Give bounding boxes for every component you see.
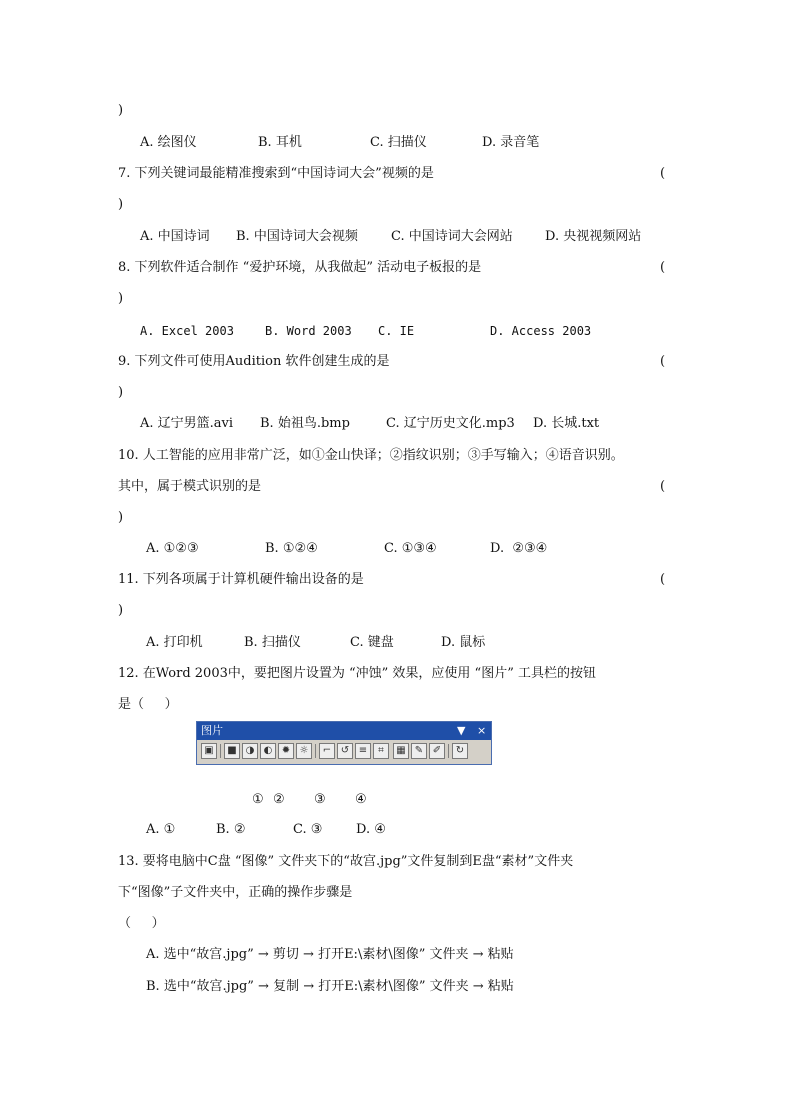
q9-option-c: C. 辽宁历史文化.mp3 <box>386 416 515 431</box>
q10-option-d: D. ②③④ <box>490 541 548 556</box>
q10-stem-line1: 10. 人工智能的应用非常广泛，如①金山快译；②指纹识别；③手写输入；④语音识别。 <box>118 448 624 463</box>
toolbar-separator <box>220 744 221 758</box>
q8-open-paren: ( <box>660 260 666 275</box>
picture-toolbar-image <box>196 721 492 765</box>
q13-stem-line2: 下“图像”子文件夹中，正确的操作步骤是 <box>118 885 353 900</box>
q8-option-b: B. Word 2003 <box>265 324 352 338</box>
q9-option-b: B. 始祖鸟.bmp <box>260 416 350 431</box>
line-style-icon: ≡ <box>355 743 371 759</box>
q7-option-c: C. 中国诗词大会网站 <box>391 229 513 244</box>
insert-picture-icon: ▣ <box>201 743 217 759</box>
q7-open-paren: ( <box>660 166 666 181</box>
q11-option-b: B. 扫描仪 <box>244 635 301 650</box>
q7-option-a: A. 中国诗词 <box>140 229 210 244</box>
q11-close-paren: ) <box>118 603 124 618</box>
rotate-icon: ↺ <box>337 743 353 759</box>
q12-option-d: D. ④ <box>356 822 386 837</box>
crop-icon: ⌐ <box>319 743 335 759</box>
q10-close-paren: ) <box>118 510 124 525</box>
q9-option-d: D. 长城.txt <box>533 416 600 431</box>
toolbar-title: 图片 <box>201 724 223 737</box>
toolbar-separator <box>448 744 449 758</box>
q10-option-a: A. ①②③ <box>146 541 199 556</box>
q7-option-b: B. 中国诗词大会视频 <box>236 229 358 244</box>
q12-stem-line1: 12. 在Word 2003中，要把图片设置为 “冲蚀” 效果，应使用 “图片” 工具栏的按钮 <box>118 666 596 681</box>
color-icon: ■ <box>224 743 240 759</box>
q9-close-paren: ) <box>118 385 124 400</box>
q12-option-c: C. ③ <box>293 822 323 837</box>
q13-answer-paren: （ ） <box>118 916 165 931</box>
q6-option-d: D. 录音笔 <box>482 135 540 150</box>
more-contrast-icon: ◑ <box>242 743 258 759</box>
less-contrast-icon: ◐ <box>260 743 276 759</box>
q9-stem: 9. 下列文件可使用Audition 软件创建生成的是 <box>118 354 390 369</box>
q11-option-a: A. 打印机 <box>146 635 203 650</box>
q7-stem: 7. 下列关键词最能精准搜索到“中国诗词大会”视频的是 <box>118 166 434 181</box>
q11-option-d: D. 鼠标 <box>441 635 486 650</box>
q6-option-b: B. 耳机 <box>258 135 302 150</box>
q6-option-c: C. 扫描仪 <box>370 135 427 150</box>
q9-open-paren: ( <box>660 354 666 369</box>
more-brightness-icon: ✹ <box>278 743 294 759</box>
q12-stem-line2: 是（ ） <box>118 697 178 712</box>
toolbar-options-icon: ▼ <box>457 724 466 737</box>
q12-option-a: A. ① <box>146 822 176 837</box>
format-picture-icon: ✎ <box>411 743 427 759</box>
q8-option-d: D. Access 2003 <box>490 324 592 338</box>
q8-stem: 8. 下列软件适合制作 “爱护环境，从我做起” 活动电子板报的是 <box>118 260 482 275</box>
q10-option-b: B. ①②④ <box>265 541 318 556</box>
reset-picture-icon: ↻ <box>452 743 468 759</box>
set-transparent-color-icon: ✐ <box>429 743 445 759</box>
q11-option-c: C. 键盘 <box>350 635 394 650</box>
q7-option-d: D. 央视视频网站 <box>545 229 642 244</box>
q7-close-paren: ) <box>118 197 124 212</box>
q12-label-2: ② <box>273 792 285 807</box>
q6-option-a: A. 绘图仪 <box>140 135 197 150</box>
q12-option-b: B. ② <box>216 822 246 837</box>
q13-stem-line1: 13. 要将电脑中C盘 “图像” 文件夹下的“故宫.jpg”文件复制到E盘“素材”文件夹 <box>118 854 574 869</box>
q12-label-1: ① <box>252 792 264 807</box>
toolbar-separator <box>315 744 316 758</box>
compress-icon: ⌗ <box>373 743 389 759</box>
toolbar-titlebar <box>197 722 491 740</box>
q12-label-3: ③ <box>314 792 326 807</box>
q13-option-a: A. 选中“故宫.jpg” → 剪切 → 打开E:\素材\图像” 文件夹 → 粘贴 <box>146 947 514 962</box>
q9-option-a: A. 辽宁男篮.avi <box>140 416 234 431</box>
q11-stem: 11. 下列各项属于计算机硬件输出设备的是 <box>118 572 364 587</box>
toolbar-close-icon: × <box>477 724 487 737</box>
q10-stem-line2: 其中，属于模式识别的是 <box>118 479 262 494</box>
q13-option-b: B. 选中“故宫.jpg” → 复制 → 打开E:\素材\图像” 文件夹 → 粘贴 <box>146 979 514 994</box>
q8-option-a: A. Excel 2003 <box>140 324 234 338</box>
q8-close-paren: ) <box>118 291 124 306</box>
text-wrapping-icon: ▦ <box>393 743 409 759</box>
q10-option-c: C. ①③④ <box>384 541 437 556</box>
q6-close-paren: ) <box>118 103 124 118</box>
q12-label-4: ④ <box>355 792 367 807</box>
q8-option-c: C. IE <box>378 324 415 338</box>
q10-open-paren: ( <box>660 479 666 494</box>
less-brightness-icon: ☼ <box>296 743 312 759</box>
q11-open-paren: ( <box>660 572 666 587</box>
